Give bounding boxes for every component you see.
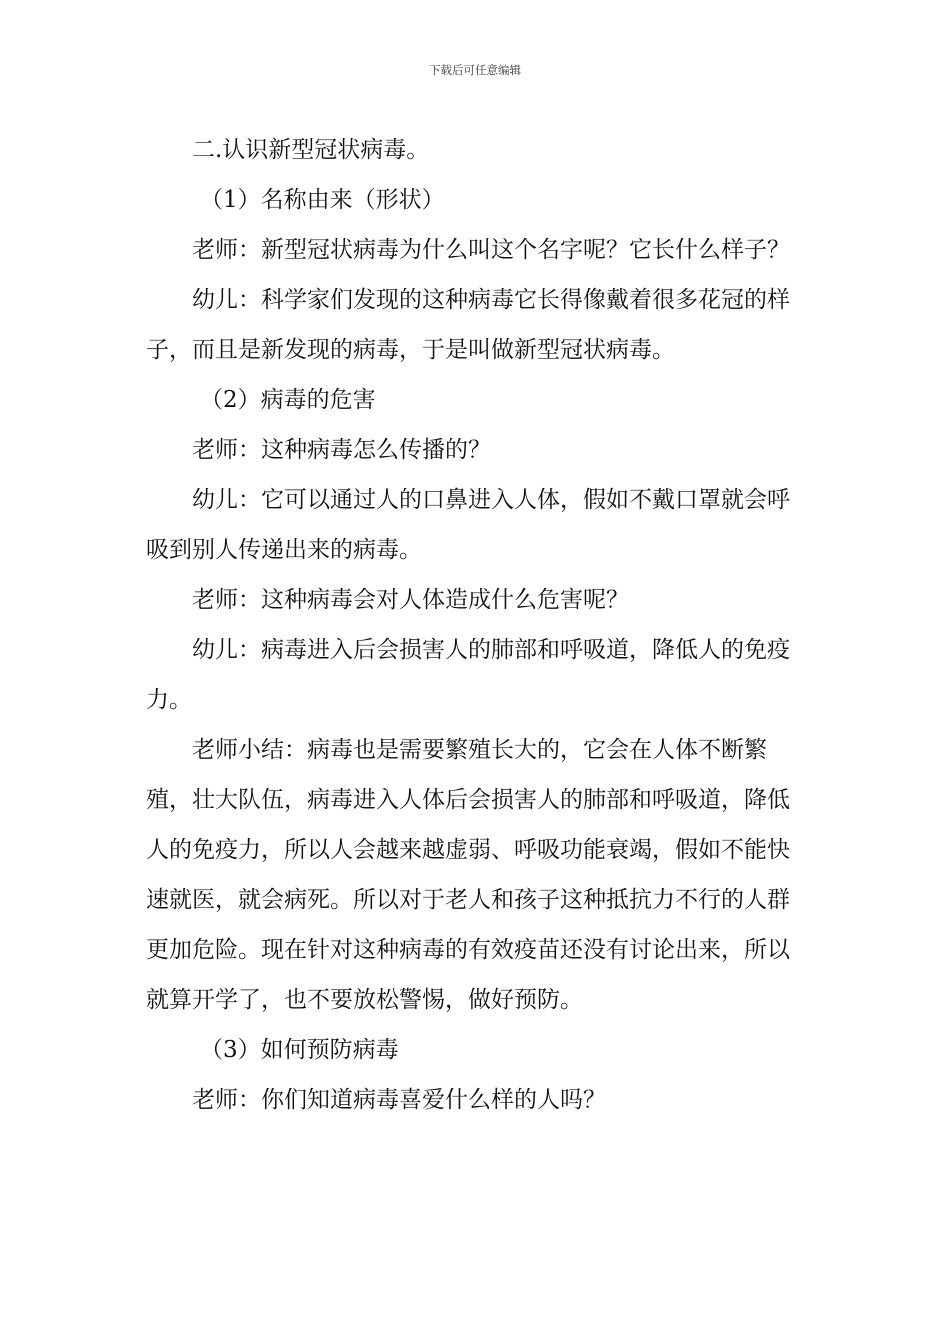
- document-body: [146, 125, 808, 1125]
- subsection-heading-name-origin: （1）名称由来（形状）: [200, 187, 445, 213]
- subsection-heading-harm: （2）病毒的危害: [200, 387, 376, 413]
- paragraph-teacher-summary: 老师小结：病毒也是需要繁殖长大的，它会在人体不断繁殖，壮大队伍，病毒进入人体后会损害人的肺部和呼吸道，降低人的免疫力，所以人会越来越虚弱、呼吸功能衰竭，假如不能快速就医，就会病死。所以对于老人和孩子这种抵抗力不行的人群更加危险。现在针对这种病毒的有效疫苗还没有讨论出来，所以就算开学了，也不要放松警惕，做好预防。: [146, 737, 790, 1013]
- paragraph-child-answer-2: 幼儿：它可以通过人的口鼻进入人体，假如不戴口罩就会呼吸到别人传递出来的病毒。: [146, 487, 790, 563]
- paragraph-teacher-question-3: 老师：这种病毒会对人体造成什么危害呢？: [192, 587, 629, 613]
- page-header: 下载后可任意编辑: [429, 63, 521, 77]
- subsection-heading-prevention: （3）如何预防病毒: [200, 1037, 399, 1063]
- section-heading: 二.认识新型冠状病毒。: [192, 137, 430, 163]
- paragraph-child-answer-1: 幼儿：科学家们发现的这种病毒它长得像戴着很多花冠的样子，而且是新发现的病毒，于是叫做新型冠状病毒。: [146, 287, 790, 363]
- paragraph-teacher-question-2: 老师：这种病毒怎么传播的？: [192, 437, 491, 463]
- paragraph-teacher-question-1: 老师：新型冠状病毒为什么叫这个名字呢？它长什么样子？: [192, 237, 790, 263]
- paragraph-child-answer-3: 幼儿：病毒进入后会损害人的肺部和呼吸道，降低人的免疫力。: [146, 637, 790, 713]
- paragraph-teacher-question-4: 老师：你们知道病毒喜爱什么样的人吗？: [192, 1087, 606, 1113]
